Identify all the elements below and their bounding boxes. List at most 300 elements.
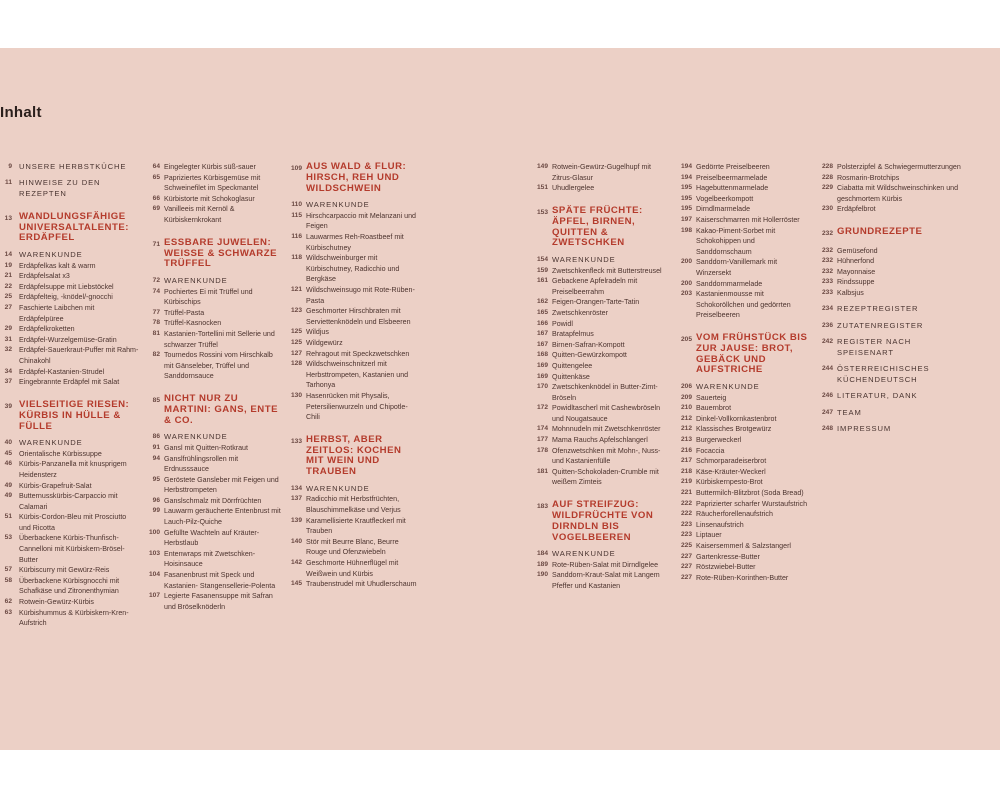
toc-page-number: 95 xyxy=(152,475,160,483)
toc-page-number: 223 xyxy=(680,520,692,528)
toc-entry xyxy=(287,558,421,579)
toc-entry xyxy=(287,537,421,558)
toc-entry xyxy=(677,520,812,531)
toc-entry xyxy=(0,576,140,597)
toc-entry-title: GRUNDREZEPTE xyxy=(837,226,923,238)
toc-page-number: 227 xyxy=(680,573,692,581)
toc-entry-title: Geschmorte Hühnerflügel mit Weißwein und Kürbis xyxy=(306,559,399,578)
toc-chapter-entry xyxy=(0,162,140,173)
toc-page-number: 104 xyxy=(148,571,160,579)
toc-entry-title: Erdäpfelteig, -knödel/-gnocchi xyxy=(19,293,113,302)
toc-entry-title: WARENKUNDE xyxy=(552,254,616,264)
toc-entry xyxy=(818,267,963,278)
toc-entry xyxy=(0,377,140,388)
toc-entry xyxy=(533,424,666,435)
toc-entry-title: WARENKUNDE xyxy=(696,382,760,392)
toc-page-number: 165 xyxy=(536,308,548,316)
toc-entry-title: Rote-Rüben-Korinthen-Butter xyxy=(696,573,789,582)
toc-entry-title: VIELSEITIGE RIESEN: KÜRBIS IN HÜLLE & FÜLLE xyxy=(19,398,130,432)
toc-section-heading xyxy=(0,212,140,244)
toc-entry-title: Kastanienmousse mit Schokoröllchen und gedörrten Preiselbeeren xyxy=(696,290,791,320)
toc-entry-title: WARENKUNDE xyxy=(306,483,370,493)
toc-section-heading xyxy=(287,435,421,478)
toc-entry-title: VOM FRÜHSTÜCK BIS ZUR JAUSE: BROT, GEBÄCK UND AUFSTRICHE xyxy=(696,332,808,376)
toc-column-1 xyxy=(0,162,140,629)
toc-page-number: 140 xyxy=(290,537,302,545)
page-title: Inhalt xyxy=(0,104,42,121)
toc-entry-title: Liptauer xyxy=(696,531,722,540)
toc-page-number: 151 xyxy=(536,184,548,192)
toc-entry xyxy=(287,285,421,306)
toc-entry-title: Paprizierter scharfer Wurstaufstrich xyxy=(696,499,808,508)
toc-page-number: 128 xyxy=(290,360,302,368)
toc-page-number: 13 xyxy=(4,214,12,222)
toc-entry xyxy=(287,349,421,360)
toc-page-number: 64 xyxy=(152,163,160,170)
toc-page-number: 167 xyxy=(536,340,548,348)
toc-page-number: 133 xyxy=(290,437,302,445)
toc-entry-title: Kalbsjus xyxy=(837,288,864,297)
toc-entry xyxy=(677,446,812,457)
toc-entry-title: Erdäpfelsuppe mit Liebstöckel xyxy=(19,282,114,291)
toc-entry xyxy=(0,608,140,629)
toc-entry-title: HERBST, ABER ZEITLOS: KOCHEN MIT WEIN UND TRAUBEN xyxy=(306,433,402,478)
toc-entry-title: ÖSTERREICHISCHES KÜCHENDEUTSCH xyxy=(837,364,930,384)
toc-page-number: 31 xyxy=(4,335,12,343)
toc-entry xyxy=(677,194,812,205)
toc-page-number: 184 xyxy=(536,550,548,558)
toc-entry xyxy=(0,565,140,576)
toc-entry xyxy=(677,173,812,184)
toc-entry-title: Entenwraps mit Zwetschken-Hoisinsauce xyxy=(164,549,256,569)
toc-entry-title: Uhudlergelee xyxy=(552,184,595,193)
toc-page-number: 139 xyxy=(290,516,302,524)
toc-entry-title: Pochiertes Ei mit Trüffel und Kürbischips xyxy=(164,287,253,307)
toc-page-number: 27 xyxy=(4,303,12,311)
toc-column-6 xyxy=(818,162,963,435)
toc-page-number: 195 xyxy=(680,184,692,192)
toc-entry xyxy=(533,162,666,183)
toc-page-number: 137 xyxy=(290,495,302,503)
toc-entry xyxy=(677,215,812,226)
toc-entry xyxy=(0,282,140,293)
toc-entry-title: Karamellisierte Krautfleckerl mit Trauben xyxy=(306,516,406,536)
toc-entry-title: Mayonnaise xyxy=(837,267,876,276)
toc-page-number: 45 xyxy=(4,449,12,457)
toc-entry-title: Sanddorn-Vanillemark mit Winzersekt xyxy=(696,258,778,277)
toc-page-number: 216 xyxy=(680,446,692,454)
toc-entry-title: REZEPTREGISTER xyxy=(837,304,919,314)
toc-page-number: 228 xyxy=(821,173,833,181)
toc-entry xyxy=(677,226,812,258)
toc-entry-title: Ciabatta mit Wildschweinschinken und geschmortem Kürbis xyxy=(837,184,959,203)
toc-page-number: 212 xyxy=(680,414,692,422)
toc-chapter-entry xyxy=(533,549,666,560)
toc-entry xyxy=(533,570,666,591)
toc-entry-title: TEAM xyxy=(837,407,862,417)
toc-page-number: 162 xyxy=(536,298,548,306)
toc-chapter-entry xyxy=(533,255,666,266)
toc-entry xyxy=(145,454,283,475)
toc-entry xyxy=(677,393,812,404)
toc-entry-title: Mama Rauchs Apfelschlangerl xyxy=(552,436,648,445)
toc-chapter-entry xyxy=(0,250,140,261)
toc-page-number: 11 xyxy=(5,179,12,187)
toc-page-number: 236 xyxy=(821,321,833,329)
toc-entry xyxy=(677,541,812,552)
toc-column-3 xyxy=(287,162,421,590)
toc-page-number: 22 xyxy=(4,282,12,290)
toc-page-number: 227 xyxy=(680,563,692,571)
toc-chapter-entry xyxy=(818,337,963,358)
toc-entry-title: Überbackene Kürbis-Thunfisch-Cannelloni mit Kürbiskern-Brösel-Butter xyxy=(19,534,125,564)
toc-page-number: 209 xyxy=(680,393,692,401)
toc-entry-title: Zwetschkenfleck mit Butterstreusel xyxy=(552,266,662,275)
toc-page-number: 121 xyxy=(290,285,302,293)
toc-entry xyxy=(818,173,963,184)
toc-entry-title: Gebackene Apfelradeln mit Preiselbeerrahm xyxy=(552,277,638,296)
toc-page-number: 81 xyxy=(152,329,160,337)
toc-page-number: 200 xyxy=(680,258,692,266)
toc-entry-title: Legierte Fasanensuppe mit Safran und Bröselknöderln xyxy=(164,592,273,611)
toc-entry-title: Rotwein-Gewürz-Kürbis xyxy=(19,598,94,607)
toc-entry-title: ZUTATENREGISTER xyxy=(837,320,924,330)
toc-column-2 xyxy=(145,162,283,612)
toc-page-number: 116 xyxy=(291,233,302,240)
toc-entry-title: Butternusskürbis-Carpaccio mit Calamari xyxy=(19,492,118,511)
toc-entry xyxy=(677,477,812,488)
toc-entry-title: WARENKUNDE xyxy=(164,432,228,442)
toc-page-number: 49 xyxy=(4,492,12,500)
toc-entry-title: Rindssuppe xyxy=(837,278,875,287)
toc-entry xyxy=(818,162,963,173)
toc-entry-title: WARENKUNDE xyxy=(552,549,616,559)
toc-entry xyxy=(0,367,140,378)
toc-page-number: 178 xyxy=(536,446,548,454)
toc-page-number: 21 xyxy=(4,272,12,280)
toc-entry-title: Rosmarin-Brotchips xyxy=(837,173,900,182)
toc-entry xyxy=(677,162,812,173)
toc-page-number: 134 xyxy=(290,484,302,492)
toc-entry xyxy=(287,494,421,515)
toc-entry xyxy=(145,528,283,549)
toc-entry xyxy=(0,324,140,335)
toc-entry-title: Ganslschmalz mit Dörrfrüchten xyxy=(164,496,262,505)
toc-entry-title: Lauwarm geräucherte Entenbrust mit Lauch-Pilz-Quiche xyxy=(164,507,281,527)
toc-page-number: 115 xyxy=(291,211,302,219)
toc-page-number: 223 xyxy=(680,531,692,539)
toc-page-number: 63 xyxy=(4,608,12,616)
toc-chapter-entry xyxy=(818,391,963,402)
toc-entry xyxy=(818,277,963,288)
toc-entry xyxy=(145,570,283,591)
toc-entry-title: Geröstete Gansleber mit Feigen und Herbsttrompeten xyxy=(164,475,279,495)
toc-page-number: 167 xyxy=(536,330,548,338)
toc-entry xyxy=(287,338,421,349)
toc-entry-title: Bauernbrot xyxy=(696,404,732,413)
toc-entry-title: AUF STREIFZUG: WILDFRÜCHTE VON DIRNDLN BIS VOGELBEEREN xyxy=(552,499,654,543)
toc-entry-title: Traubenstrudel mit Uhudlerschaum xyxy=(306,580,417,589)
toc-page-number: 228 xyxy=(821,163,833,170)
toc-entry xyxy=(677,562,812,573)
toc-entry xyxy=(145,496,283,507)
toc-entry-title: AUS WALD & FLUR: HIRSCH, REH UND WILDSCHWEIN xyxy=(306,161,407,194)
toc-entry-title: Zwetschkenröster xyxy=(552,308,608,317)
toc-entry-title: Kakao-Piment-Sorbet mit Schokohippen und Sanddornschaum xyxy=(696,226,776,256)
toc-page-number: 246 xyxy=(821,392,833,400)
toc-page-number: 225 xyxy=(680,542,692,550)
toc-page-number: 181 xyxy=(536,467,548,475)
toc-page-number: 39 xyxy=(4,402,12,410)
toc-entry-title: ESSBARE JUWELEN: WEISSE & SCHWARZE TRÜFFEL xyxy=(164,236,277,270)
toc-entry xyxy=(0,491,140,512)
toc-entry xyxy=(0,481,140,492)
toc-entry-title: Räucherforellenaufstrich xyxy=(696,510,773,519)
toc-entry-title: Erdäpfel-Wurzelgemüse-Gratin xyxy=(19,335,117,344)
toc-entry xyxy=(145,287,283,308)
toc-page-number: 110 xyxy=(291,201,302,209)
toc-page-number: 203 xyxy=(680,290,692,298)
toc-entry-title: Hirschcarpaccio mit Melanzani und Feigen xyxy=(306,211,416,231)
toc-entry-title: Gansl mit Quitten-Rotkraut xyxy=(164,443,248,452)
toc-section-heading xyxy=(677,333,812,376)
toc-entry xyxy=(145,443,283,454)
toc-page-number: 217 xyxy=(680,457,692,465)
toc-page-number: 244 xyxy=(821,365,833,373)
toc-entry-title: WARENKUNDE xyxy=(19,250,83,260)
toc-section-heading xyxy=(145,394,283,426)
toc-page-number: 206 xyxy=(680,383,692,391)
toc-page-number: 222 xyxy=(680,510,692,518)
toc-entry xyxy=(287,359,421,391)
toc-entry xyxy=(677,435,812,446)
toc-page-number: 57 xyxy=(4,566,12,574)
toc-entry-title: Kürbiskernpesto-Brot xyxy=(696,478,763,487)
toc-page-number: 189 xyxy=(536,560,548,568)
toc-entry-title: Kaiserschmarren mit Hollerröster xyxy=(696,215,800,224)
toc-page-number: 46 xyxy=(4,460,12,468)
toc-page-number: 77 xyxy=(152,308,160,316)
toc-entry-title: Tournedos Rossini vom Hirschkalb mit Gänseleber, Trüffel und Sanddornsauce xyxy=(164,351,273,381)
toc-page-number: 51 xyxy=(4,513,12,521)
toc-page-number: 233 xyxy=(821,278,833,286)
toc-entry xyxy=(145,318,283,329)
toc-page-number: 40 xyxy=(4,439,12,447)
toc-page-number: 195 xyxy=(680,205,692,213)
toc-entry xyxy=(145,173,283,194)
toc-page-number: 65 xyxy=(152,173,160,181)
toc-entry-title: WARENKUNDE xyxy=(19,438,83,448)
toc-entry-title: Erdäpfelsalat x3 xyxy=(19,272,70,281)
toc-entry-title: LITERATUR, DANK xyxy=(837,391,918,401)
toc-page-number: 197 xyxy=(680,215,692,223)
toc-entry-title: Orientalische Kürbissuppe xyxy=(19,449,102,458)
toc-section-heading xyxy=(818,227,963,240)
toc-entry xyxy=(533,361,666,372)
toc-entry xyxy=(145,204,283,225)
toc-entry-title: Erdäpfel-Sauerkraut-Puffer mit Rahm-Chinakohl xyxy=(19,346,139,365)
toc-chapter-entry xyxy=(0,438,140,449)
toc-chapter-entry xyxy=(818,424,963,435)
toc-entry-title: Quittengelee xyxy=(552,361,593,370)
toc-page-number: 222 xyxy=(680,499,692,507)
toc-entry xyxy=(0,303,140,324)
toc-page-number: 72 xyxy=(152,276,160,284)
toc-entry-title: SPÄTE FRÜCHTE: ÄPFEL, BIRNEN, QUITTEN & ZWETSCHKEN xyxy=(552,204,643,249)
toc-entry-title: UNSERE HERBSTKÜCHE xyxy=(19,162,127,171)
toc-entry xyxy=(287,253,421,285)
toc-entry-title: Zwetschkenknödel in Butter-Zimt-Bröseln xyxy=(552,383,658,402)
toc-entry-title: Powidltascherl mit Cashewbröseln und Nougatsauce xyxy=(552,404,661,423)
toc-page-number: 58 xyxy=(4,576,12,584)
toc-entry-title: Hagebuttenmarmelade xyxy=(696,184,769,193)
toc-entry xyxy=(677,456,812,467)
toc-page-number: 82 xyxy=(152,351,160,359)
toc-page-number: 170 xyxy=(536,383,548,391)
toc-entry xyxy=(677,289,812,321)
toc-entry xyxy=(145,591,283,612)
toc-entry-title: Dinkel-Vollkornkastenbrot xyxy=(696,414,777,423)
toc-page-number: 242 xyxy=(821,338,833,346)
toc-entry xyxy=(677,424,812,435)
toc-page-number: 248 xyxy=(821,425,833,433)
toc-chapter-entry xyxy=(818,304,963,315)
toc-page-number: 29 xyxy=(4,325,12,333)
toc-entry xyxy=(677,257,812,278)
toc-entry-title: Erdäpfelkas kalt & warm xyxy=(19,261,96,270)
toc-entry-title: Sauerteig xyxy=(696,393,727,402)
toc-page-number: 232 xyxy=(821,246,833,254)
toc-entry-title: Buttermilch-Blitzbrot (Soda Bread) xyxy=(696,489,804,498)
toc-entry-title: Gemüsefond xyxy=(837,246,878,255)
toc-chapter-entry xyxy=(287,200,421,211)
toc-page-number: 78 xyxy=(152,319,160,327)
toc-page-number: 32 xyxy=(4,346,12,354)
toc-page-number: 85 xyxy=(152,397,160,405)
toc-page-number: 19 xyxy=(4,261,12,269)
toc-entry-title: Wildschweinsugo mit Rote-Rüben-Pasta xyxy=(306,285,415,305)
toc-chapter-entry xyxy=(677,382,812,393)
toc-section-heading xyxy=(287,162,421,194)
toc-entry xyxy=(818,256,963,267)
toc-page-number: 34 xyxy=(4,367,12,375)
toc-entry-title: Kürbiscurry mit Gewürz-Reis xyxy=(19,566,110,575)
toc-page-number: 118 xyxy=(291,254,302,262)
toc-entry-title: HINWEISE ZU DEN REZEPTEN xyxy=(19,178,101,199)
toc-entry xyxy=(533,382,666,403)
toc-entry xyxy=(533,329,666,340)
toc-entry xyxy=(677,279,812,290)
toc-page-number: 86 xyxy=(152,433,160,441)
toc-entry-title: Wildschweinschnitzerl mit Herbsttrompeten, Kastanien und Tarhonya xyxy=(306,360,409,390)
toc-entry-title: Rehragout mit Speckzwetschken xyxy=(306,349,410,358)
toc-entry xyxy=(677,509,812,520)
toc-entry xyxy=(677,573,812,584)
toc-entry-title: Quitten-Gewürzkompott xyxy=(552,351,627,360)
toc-page-number: 69 xyxy=(152,205,160,213)
toc-page-number: 153 xyxy=(536,208,548,216)
toc-entry xyxy=(0,335,140,346)
toc-page-number: 100 xyxy=(148,528,160,536)
toc-entry-title: WANDLUNGSFÄHIGE UNIVERSALTALENTE: ERDÄPFEL xyxy=(19,210,129,244)
toc-entry-title: Hühnerfond xyxy=(837,257,875,266)
toc-entry-title: Birnen-Safran-Kompott xyxy=(552,340,625,349)
toc-page-number: 233 xyxy=(821,288,833,296)
toc-page-number: 218 xyxy=(680,467,692,475)
toc-page-number: 200 xyxy=(680,279,692,287)
toc-page-number: 195 xyxy=(680,194,692,202)
toc-entry-title: Erdäpfel-Kastanien-Strudel xyxy=(19,367,105,376)
toc-entry-title: Burgerweckerl xyxy=(696,436,742,445)
toc-page-number: 232 xyxy=(821,230,833,238)
toc-entry-title: Wildgewürz xyxy=(306,338,343,347)
toc-page-number: 109 xyxy=(290,165,302,172)
toc-page-number: 169 xyxy=(536,372,548,380)
toc-page-number: 190 xyxy=(536,571,548,579)
toc-entry xyxy=(818,288,963,299)
toc-entry xyxy=(287,211,421,232)
toc-chapter-entry xyxy=(287,484,421,495)
toc-entry xyxy=(145,308,283,319)
toc-entry xyxy=(287,306,421,327)
toc-entry xyxy=(0,533,140,565)
toc-page-number: 103 xyxy=(148,549,160,557)
toc-entry-title: Gedörrte Preiselbeeren xyxy=(696,163,770,171)
toc-entry-title: NICHT NUR ZU MARTINI: GANS, ENTE & CO. xyxy=(164,393,278,426)
toc-entry-title: Radicchio mit Herbstfrüchten, Blauschimmelkäse und Verjus xyxy=(306,495,401,515)
toc-page-number: 9 xyxy=(8,163,12,170)
toc-page-number: 125 xyxy=(290,328,302,336)
toc-entry xyxy=(818,246,963,257)
toc-entry xyxy=(533,319,666,330)
toc-chapter-entry xyxy=(818,408,963,419)
toc-entry-title: Kastanien-Tortellini mit Sellerie und schwarzer Trüffel xyxy=(164,329,275,349)
toc-entry xyxy=(287,232,421,253)
toc-page-number: 194 xyxy=(680,163,692,170)
toc-entry-title: Wildschweinburger mit Kürbischutney, Radicchio und Bergkäse xyxy=(306,254,400,284)
toc-page-number: 123 xyxy=(290,307,302,315)
toc-page-number: 219 xyxy=(680,478,692,486)
toc-page-number: 221 xyxy=(680,489,692,497)
toc-entry-title: Wildjus xyxy=(306,328,329,337)
toc-entry xyxy=(533,467,666,488)
toc-entry-title: Feigen-Orangen-Tarte-Tatin xyxy=(552,298,640,307)
toc-entry-title: Rote-Rüben-Salat mit Dirndlgelee xyxy=(552,560,659,569)
toc-entry xyxy=(677,488,812,499)
toc-entry xyxy=(287,391,421,423)
toc-entry-title: Quittenkäse xyxy=(552,372,590,381)
toc-entry-title: WARENKUNDE xyxy=(164,275,228,285)
toc-page-number: 49 xyxy=(4,481,12,489)
toc-page-number: 169 xyxy=(536,361,548,369)
toc-entry xyxy=(145,549,283,570)
toc-section-heading xyxy=(145,238,283,270)
toc-entry-title: Bratapfelmus xyxy=(552,330,594,339)
toc-entry xyxy=(533,266,666,277)
toc-page-number: 154 xyxy=(536,255,548,263)
toc-entry xyxy=(145,162,283,173)
toc-entry xyxy=(533,560,666,571)
toc-entry xyxy=(533,297,666,308)
toc-page-number: 107 xyxy=(148,592,160,600)
toc-entry-title: REGISTER NACH SPEISENART xyxy=(837,337,912,357)
toc-page-number: 94 xyxy=(152,454,160,462)
toc-entry xyxy=(533,446,666,467)
toc-entry xyxy=(287,579,421,590)
toc-entry xyxy=(533,183,666,194)
toc-entry xyxy=(533,350,666,361)
toc-entry xyxy=(0,292,140,303)
